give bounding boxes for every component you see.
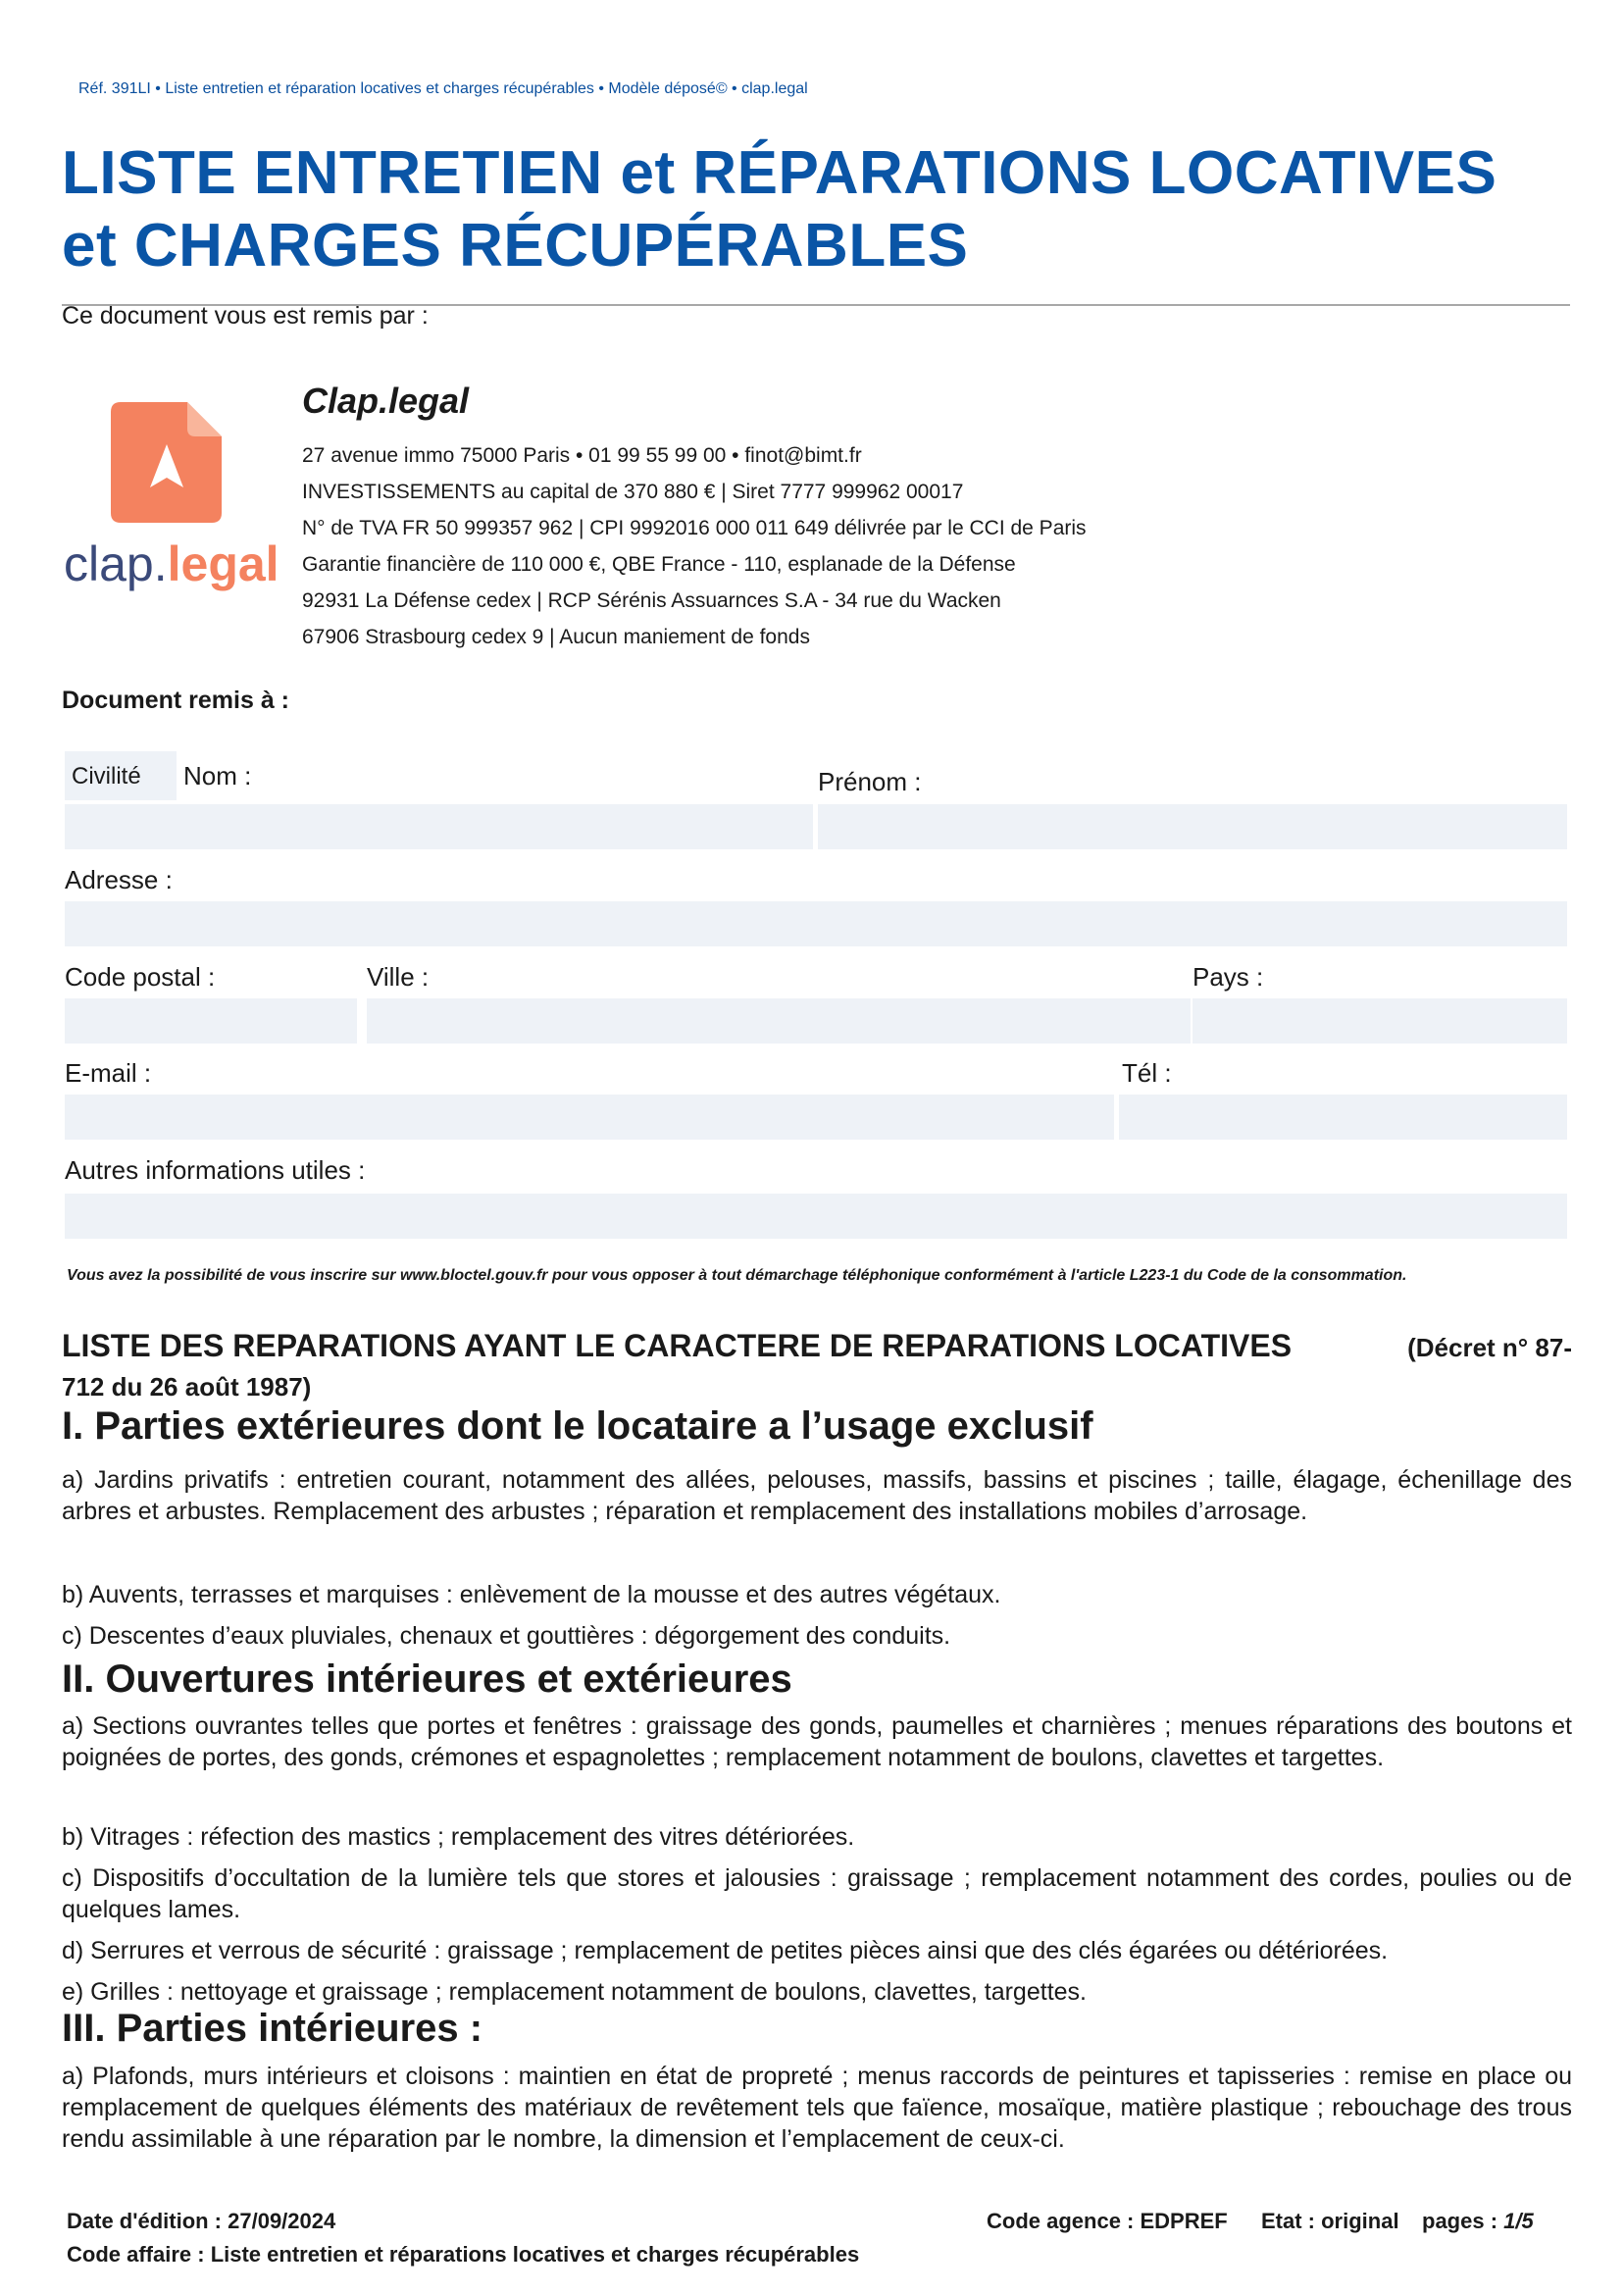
company-detail-line: 92931 La Défense cedex | RCP Sérénis Assuarnces S.A - 34 rue du Wacken <box>302 589 1001 612</box>
section-1-item-b: b) Auvents, terrasses et marquises : enlèvement de la mousse et des autres végétaux. <box>62 1581 1001 1608</box>
prenom-label: Prénom : <box>818 767 922 796</box>
nom-field[interactable] <box>65 804 813 849</box>
company-detail-line: 67906 Strasbourg cedex 9 | Aucun maniement de fonds <box>302 626 810 648</box>
title-line-2: et CHARGES RÉCUPÉRABLES <box>62 212 969 280</box>
ville-label: Ville : <box>367 962 430 992</box>
prenom-field[interactable] <box>818 804 1567 849</box>
section-2-item-b: b) Vitrages : réfection des mastics ; remplacement des vitres détériorées. <box>62 1823 855 1851</box>
code-postal-label: Code postal : <box>65 962 216 992</box>
date-edition: Date d'édition : 27/09/2024 <box>67 2209 336 2233</box>
document-remis-a-heading: Document remis à : <box>62 687 290 714</box>
company-details <box>302 437 1087 655</box>
autres-informations-field[interactable] <box>65 1194 1567 1239</box>
pays-label: Pays : <box>1193 962 1264 992</box>
etat: Etat : original <box>1261 2209 1399 2233</box>
nom-label: Nom : <box>183 761 252 790</box>
company-detail-line: N° de TVA FR 50 999357 962 | CPI 9992016 000 011 649 délivrée par le CCI de Paris <box>302 517 1087 539</box>
list-title: LISTE DES REPARATIONS AYANT LE CARACTERE DE REPARATIONS LOCATIVES (Décret n° 87- 712 du 26 août 1987) <box>62 1328 1572 1402</box>
section-2-item-e: e) Grilles : nettoyage et graissage ; remplacement notamment de boulons, clavettes, targettes. <box>62 1978 1087 2006</box>
section-3-title: III. Parties intérieures : <box>62 2007 483 2050</box>
logo-wordmark: clap.legal <box>64 536 279 591</box>
pages-label: pages : <box>1422 2209 1498 2233</box>
section-1-item-c: c) Descentes d’eaux pluviales, chenaux et gouttières : dégorgement des conduits. <box>62 1622 951 1650</box>
company-detail-line: Garantie financière de 110 000 €, QBE France - 110, esplanade de la Défense <box>302 553 1016 576</box>
page-counter <box>1422 2209 1534 2234</box>
document-title <box>62 137 1533 282</box>
section-2-item-d: d) Serrures et verrous de sécurité : graissage ; remplacement de petites pièces ainsi que des clés égarées ou détériorées. <box>62 1937 1389 1964</box>
title-line-1: LISTE ENTRETIEN et RÉPARATIONS LOCATIVES <box>62 139 1497 207</box>
adresse-field[interactable] <box>65 901 1567 946</box>
bloctel-notice: Vous avez la possibilité de vous inscrire sur www.bloctel.gouv.fr pour vous opposer à tout démarchage téléphonique conformément à l'article L223-1 du Code de la consommation. <box>67 1267 1407 1284</box>
tel-field[interactable] <box>1119 1095 1567 1140</box>
section-2-item-c: c) Dispositifs d’occultation de la lumière tels que stores et jalousies : graissage ; remplacement notamment des cordes, poulies ou de quelques lames. <box>62 1864 1572 1923</box>
tel-label: Tél : <box>1122 1058 1172 1088</box>
autres-informations-label: Autres informations utiles : <box>65 1155 366 1185</box>
code-affaire: Code affaire : Liste entretien et réparations locatives et charges récupérables <box>67 2242 860 2267</box>
code-agence: Code agence : EDPREF <box>987 2209 1228 2233</box>
section-3-item-a: a) Plafonds, murs intérieurs et cloisons : maintien en état de propreté ; menus raccords de peintures et tapisseries : remise en place ou remplacement de quelques éléments des matériaux de revêtement tels que faïence, mosaïque, matière plastique ; rebouchage des trous rendu assimilable à une réparation par le nombre, la dimension et l’emplacement de ceux-ci. <box>62 2063 1572 2153</box>
section-1-item-a: a) Jardins privatifs : entretien courant, notamment des allées, pelouses, massifs, bassins et piscines ; taille, élagage, échenillage des arbres et arbustes. Remplacement des arbustes ; réparation et remplacement des installations mobiles d’arrosage. <box>62 1466 1572 1525</box>
adresse-label: Adresse : <box>65 865 173 894</box>
code-postal-field[interactable] <box>65 998 357 1044</box>
email-label: E-mail : <box>65 1058 152 1088</box>
company-detail-line: 27 avenue immo 75000 Paris • 01 99 55 99 00 • finot@bimt.fr <box>302 444 862 467</box>
company-logo <box>62 397 283 598</box>
email-field[interactable] <box>65 1095 1114 1140</box>
company-detail-line: INVESTISSEMENTS au capital de 370 880 € | Siret 7777 999962 00017 <box>302 481 964 503</box>
document-reference: Réf. 391LI • Liste entretien et réparation locatives et charges récupérables • Modèle déposé© • clap.legal <box>78 80 808 97</box>
pages-value: 1/5 <box>1503 2209 1534 2233</box>
section-2-item-a: a) Sections ouvrantes telles que portes et fenêtres : graissage des gonds, paumelles et charnières ; menues réparations des boutons et poignées de portes, des gonds, crémones et espagnolettes ; remplacement notamment de boulons, clavettes et targettes. <box>62 1712 1572 1771</box>
pays-field[interactable] <box>1193 998 1567 1044</box>
section-2-title: II. Ouvertures intérieures et extérieures <box>62 1657 792 1701</box>
civilite-label: Civilité <box>72 763 141 790</box>
remis-par-label: Ce document vous est remis par : <box>62 302 429 330</box>
section-1-title: I. Parties extérieures dont le locataire a l’usage exclusif <box>62 1404 1093 1448</box>
ville-field[interactable] <box>367 998 1191 1044</box>
company-name: Clap.legal <box>302 381 470 421</box>
